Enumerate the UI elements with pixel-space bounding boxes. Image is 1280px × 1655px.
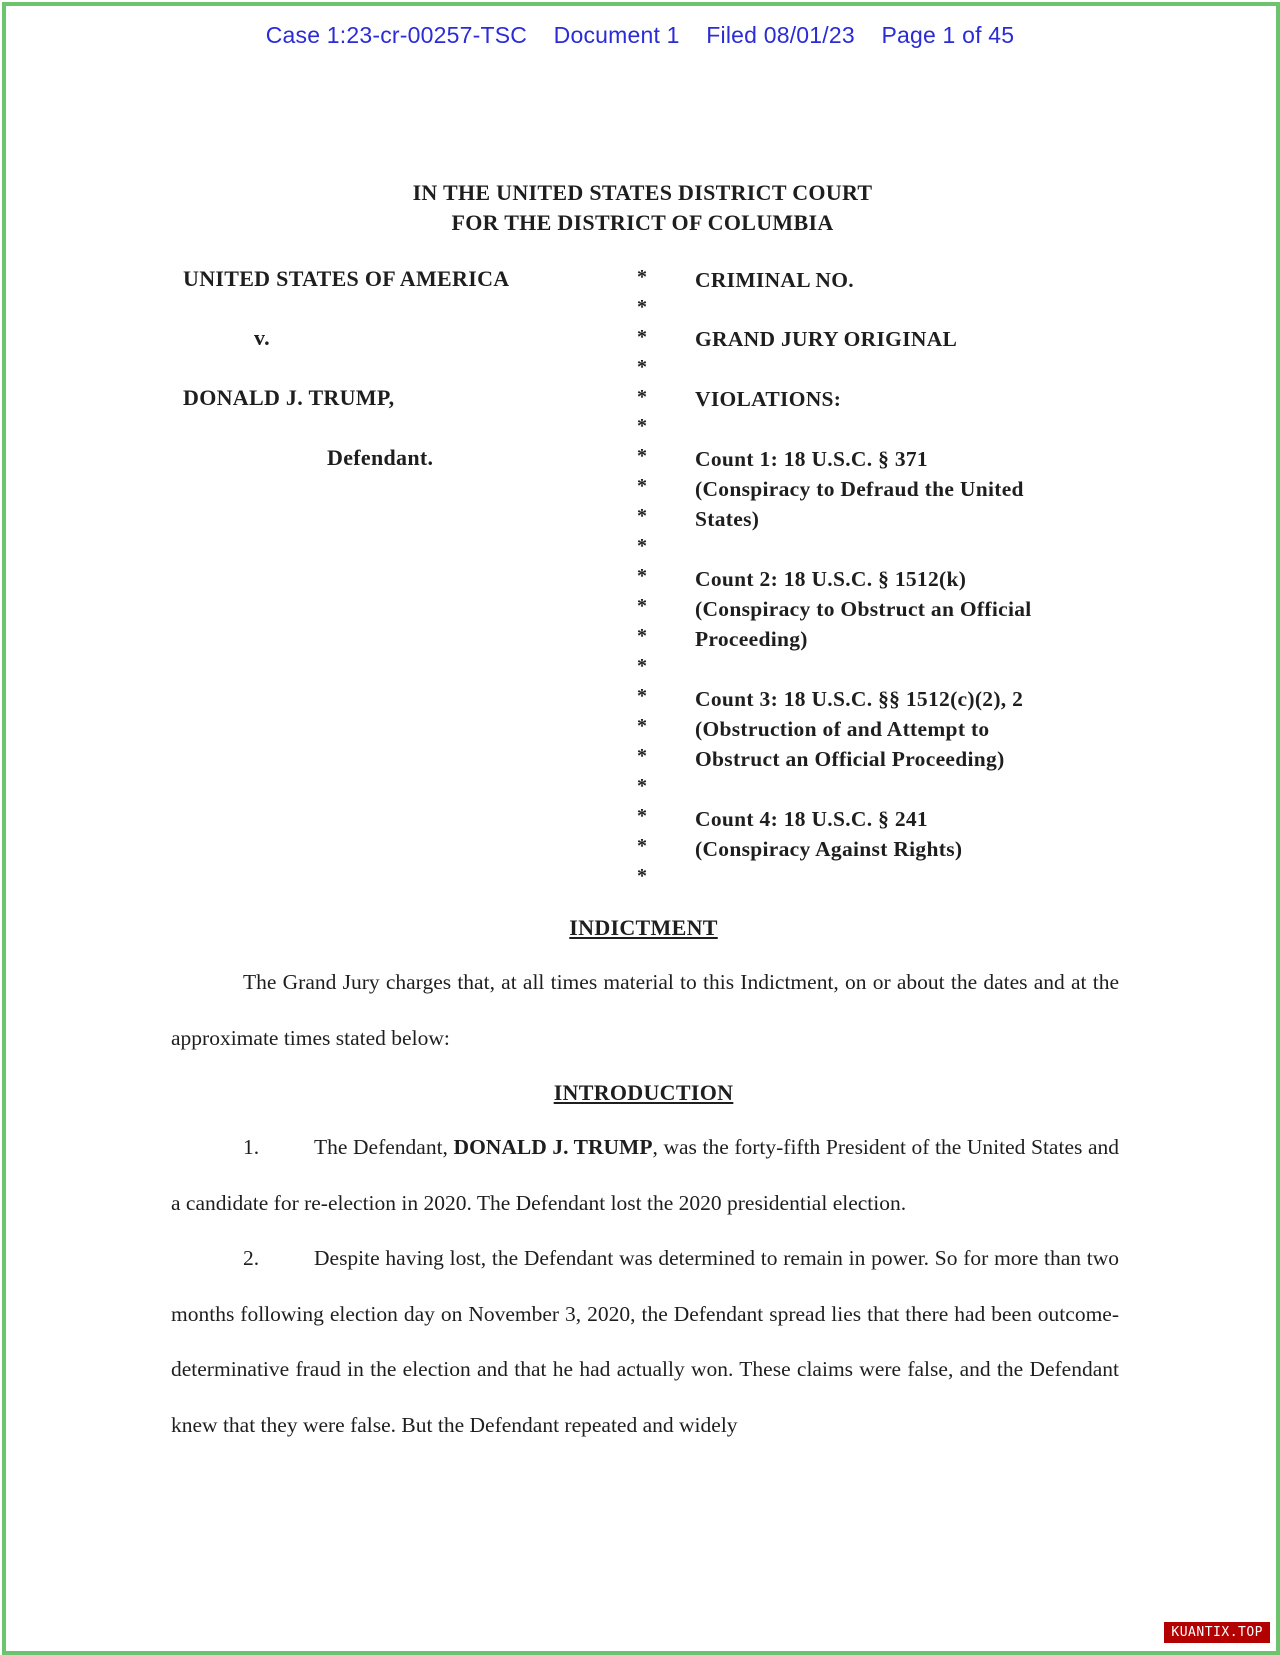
- count-description: (Conspiracy Against Rights): [695, 837, 963, 861]
- page-number: Page 1 of 45: [881, 22, 1015, 48]
- document-number: Document 1: [553, 22, 680, 48]
- versus: v.: [254, 325, 270, 350]
- separator-star: *: [637, 655, 647, 677]
- separator-star: *: [637, 415, 647, 437]
- count-description: (Conspiracy to Defraud the United States): [695, 477, 1024, 531]
- paragraph-text: Despite having lost, the Defendant was determined to remain in power. So for more than two months following election day on November 3, 2020, the Defendant spread lies that there had been outcome-determinative fraud in the election and that he had actually won. These claims were false, and the Defendant knew that they were false. But the Defendant repeated and widely: [171, 1246, 1119, 1437]
- court-title: [0, 178, 1280, 238]
- defendant-name-bold: DONALD J. TRUMP: [453, 1135, 653, 1159]
- case-number: Case 1:23-cr-00257-TSC: [265, 22, 528, 48]
- court-line-2: FOR THE DISTRICT OF COLUMBIA: [451, 210, 834, 235]
- separator-star: *: [637, 805, 647, 827]
- count-block: [695, 804, 1075, 864]
- indictment-text: The Grand Jury charges that, at all times material to this Indictment, on or about the dates and at the approximate times stated below:: [171, 970, 1119, 1050]
- criminal-no: CRIMINAL NO.: [695, 268, 854, 292]
- separator-star: *: [637, 505, 647, 527]
- count-title: Count 4: 18 U.S.C. § 241: [695, 807, 928, 831]
- filed-date: Filed 08/01/23: [706, 22, 855, 48]
- separator-star: *: [637, 625, 647, 647]
- separator-star: *: [637, 775, 647, 797]
- separator-star: *: [637, 745, 647, 767]
- separator-star: *: [637, 595, 647, 617]
- separator-star: *: [637, 685, 647, 707]
- paragraph-1: [171, 1120, 1119, 1231]
- count-block: [695, 444, 1065, 534]
- separator-star: *: [637, 296, 647, 318]
- separator-star: *: [637, 386, 647, 408]
- paragraph-text: The Defendant,: [314, 1135, 454, 1159]
- paragraph-number: 1.: [243, 1135, 260, 1159]
- separator-star: *: [637, 356, 647, 378]
- separator-star: *: [637, 445, 647, 467]
- separator-star: *: [637, 475, 647, 497]
- separator-star: *: [637, 326, 647, 348]
- paragraph-2: [171, 1231, 1119, 1453]
- defendant-role: Defendant.: [327, 445, 434, 470]
- count-description: (Obstruction of and Attempt to Obstruct an Official Proceeding): [695, 717, 1005, 771]
- court-line-1: IN THE UNITED STATES DISTRICT COURT: [412, 180, 873, 205]
- separator-star: *: [637, 715, 647, 737]
- indictment-heading: INDICTMENT: [569, 915, 718, 940]
- separator-star: *: [637, 835, 647, 857]
- case-header: [0, 22, 1280, 49]
- count-block: [695, 564, 1075, 654]
- introduction-heading: INTRODUCTION: [553, 1080, 734, 1105]
- plaintiff: UNITED STATES OF AMERICA: [183, 266, 510, 291]
- indictment-paragraph: [171, 955, 1119, 1066]
- separator-star: *: [637, 865, 647, 887]
- separator-star: *: [637, 565, 647, 587]
- paragraph-number: 2.: [243, 1246, 260, 1270]
- violations-label: VIOLATIONS:: [695, 387, 842, 411]
- count-description: (Conspiracy to Obstruct an Official Proceeding): [695, 597, 1032, 651]
- count-block: [695, 684, 1050, 774]
- separator-star: *: [637, 535, 647, 557]
- watermark-badge: KUANTIX.TOP: [1164, 1622, 1270, 1643]
- count-title: Count 2: 18 U.S.C. § 1512(k): [695, 567, 967, 591]
- separator-star: *: [637, 266, 647, 288]
- defendant-name: DONALD J. TRUMP,: [183, 385, 395, 410]
- count-title: Count 3: 18 U.S.C. §§ 1512(c)(2), 2: [695, 687, 1024, 711]
- paragraph-text: , was the forty-fifth President of the United States and a candidate for re-election in 2020. The Defendant lost the 2020 presidential election.: [171, 1135, 1119, 1215]
- grand-jury-original: GRAND JURY ORIGINAL: [695, 327, 958, 351]
- count-title: Count 1: 18 U.S.C. § 371: [695, 447, 928, 471]
